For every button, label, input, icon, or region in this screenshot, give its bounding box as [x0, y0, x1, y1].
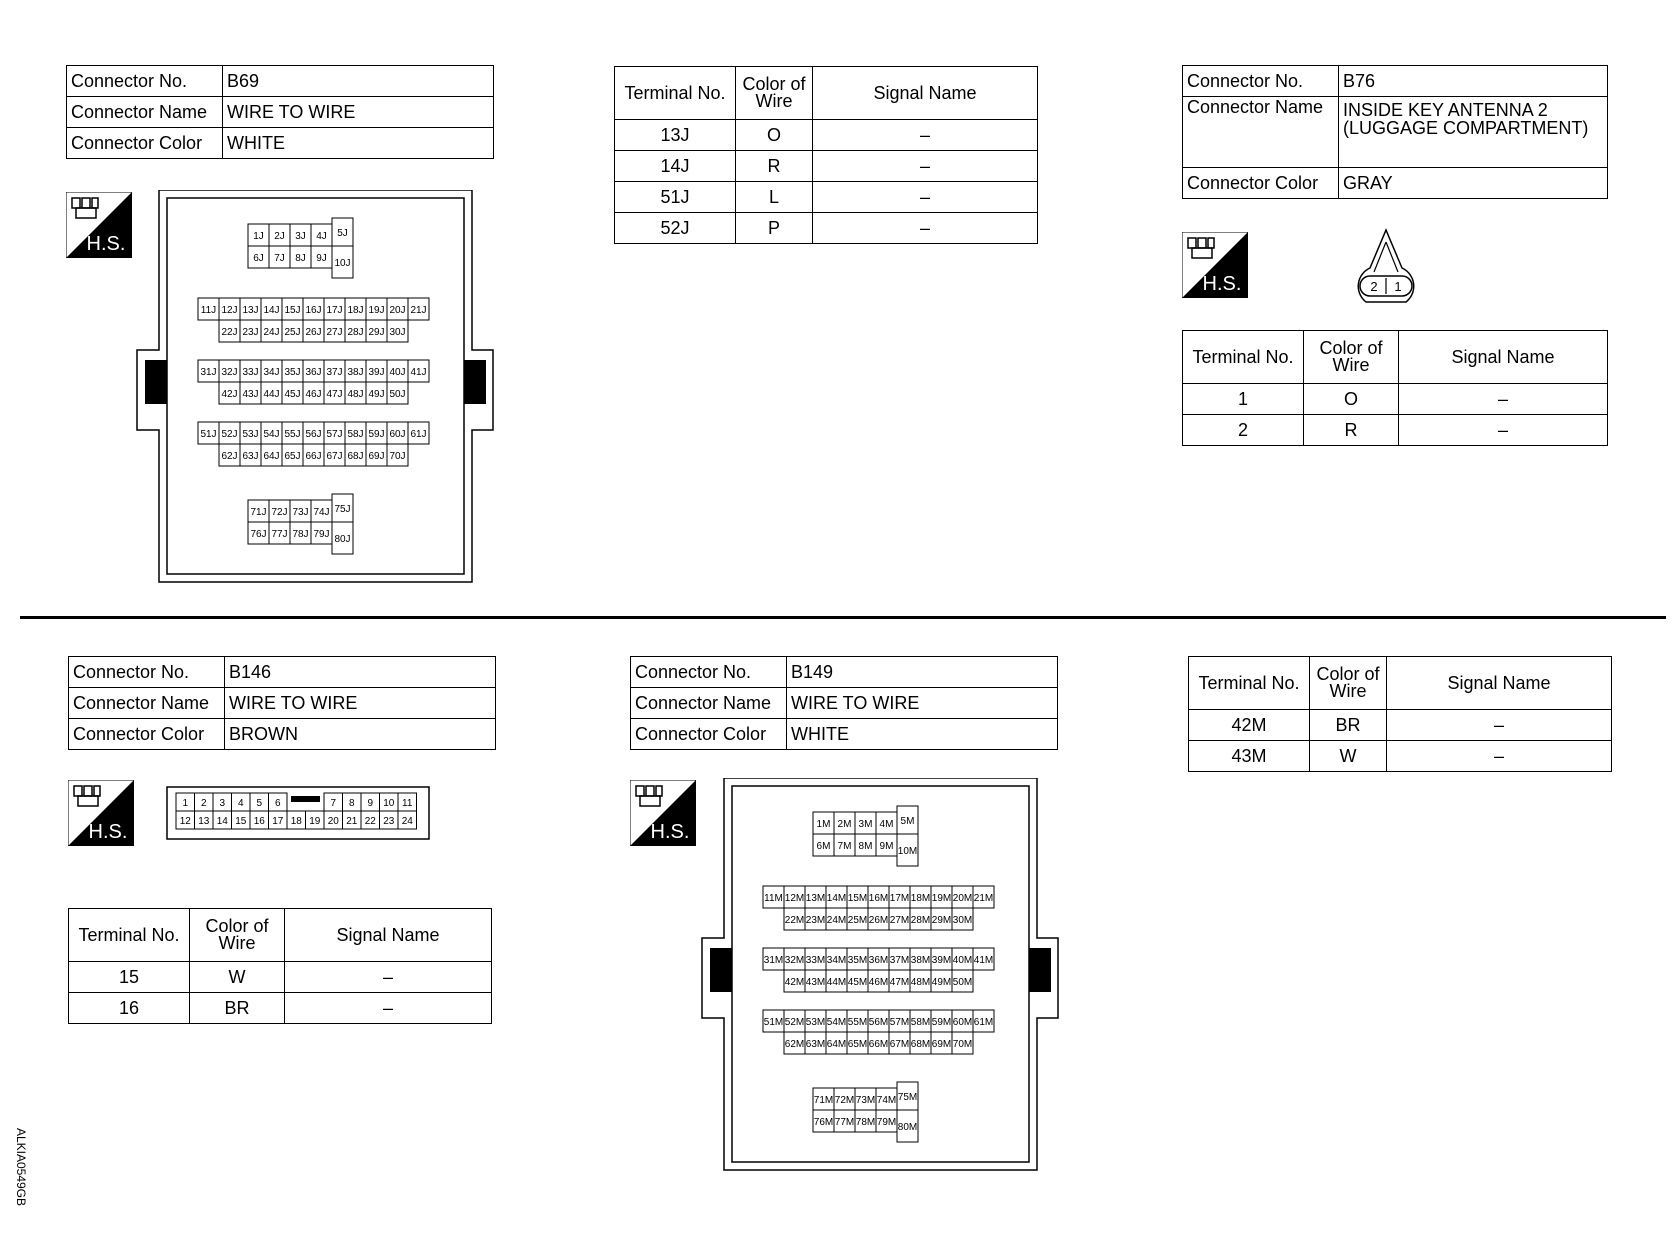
- pin-label: 45M: [847, 977, 868, 988]
- connector-name: WIRE TO WIRE: [223, 97, 494, 128]
- pin-label: 38M: [910, 955, 931, 966]
- pin-label: 9J: [316, 253, 327, 264]
- pin-label: 8M: [858, 841, 873, 852]
- terminal-no: 16: [69, 993, 190, 1024]
- pin-label: 27J: [326, 327, 343, 338]
- pin-label: 15J: [284, 305, 301, 316]
- pin-label: 74J: [313, 507, 330, 518]
- info-label: Connector Name: [67, 97, 223, 128]
- pin-label: 5M: [900, 816, 915, 827]
- pin-label: 70J: [389, 451, 406, 462]
- pin-label: 74M: [876, 1095, 897, 1106]
- pin-label: 37M: [889, 955, 910, 966]
- pin-label: 39M: [931, 955, 952, 966]
- header-signal-name: Signal Name: [285, 909, 492, 962]
- pin-label: 65J: [284, 451, 301, 462]
- table-row: [1183, 384, 1608, 415]
- b76-connector-face: [1344, 228, 1428, 306]
- pin-label: 43J: [242, 389, 259, 400]
- pin-label: 58J: [347, 429, 364, 440]
- pin-label: 64M: [826, 1039, 847, 1050]
- connector-name: WIRE TO WIRE: [787, 688, 1058, 719]
- pin-label: 47M: [889, 977, 910, 988]
- hs-label: H.S.: [1202, 273, 1242, 295]
- pin-label: 35M: [847, 955, 868, 966]
- latch-bar: [291, 796, 320, 802]
- pin-label: 6J: [253, 253, 264, 264]
- info-label: Connector Color: [67, 128, 223, 159]
- pin-label: 32J: [221, 367, 238, 378]
- terminal-no: 42M: [1189, 710, 1310, 741]
- pin-label: 48M: [910, 977, 931, 988]
- pin-label: 40J: [389, 367, 406, 378]
- pin-label: 42M: [784, 977, 805, 988]
- info-label: Connector No.: [67, 66, 223, 97]
- pin-label: 10: [383, 798, 395, 809]
- pin-label: 22M: [784, 915, 805, 926]
- pin-label: 4M: [879, 819, 894, 830]
- pin-label: 49M: [931, 977, 952, 988]
- b76-info-table: [1182, 65, 1608, 199]
- pin-label: 2J: [274, 231, 285, 242]
- pin-label: 61M: [973, 1017, 994, 1028]
- pin-label: 42J: [221, 389, 238, 400]
- pin-label: 16: [253, 816, 265, 827]
- b146-info-table: [68, 656, 496, 750]
- connector-no: B146: [225, 657, 496, 688]
- info-label: Connector Color: [1183, 168, 1339, 199]
- pin-label: 10J: [334, 258, 351, 269]
- pin-label: 75M: [897, 1092, 918, 1103]
- table-row: [1189, 741, 1612, 772]
- pin-label: 2: [1370, 279, 1378, 294]
- pin-label: 51M: [763, 1017, 784, 1028]
- pin-label: 5: [256, 798, 263, 809]
- pin-label: 35J: [284, 367, 301, 378]
- pin-label: 33J: [242, 367, 259, 378]
- table-row: [69, 993, 492, 1024]
- pin-label: 1M: [816, 819, 831, 830]
- info-label: Connector Color: [631, 719, 787, 750]
- wire-color: W: [1310, 741, 1387, 772]
- pin-label: 71J: [250, 507, 267, 518]
- pin-label: 44J: [263, 389, 280, 400]
- pin-label: 17M: [889, 893, 910, 904]
- pin-label: 14M: [826, 893, 847, 904]
- pin-label: 60J: [389, 429, 406, 440]
- pin-label: 4: [237, 798, 244, 809]
- pin-label: 13J: [242, 305, 259, 316]
- pin-label: 41J: [410, 367, 427, 378]
- hs-label: H.S.: [88, 821, 128, 843]
- pin-label: 69M: [931, 1039, 952, 1050]
- pin-label: 48J: [347, 389, 364, 400]
- pin-label: 7M: [837, 841, 852, 852]
- b149-connector-face: [700, 778, 1060, 1172]
- pin-label: 17: [272, 816, 284, 827]
- pin-label: 6M: [816, 841, 831, 852]
- pin-label: 15: [235, 816, 247, 827]
- pin-label: 19: [309, 816, 321, 827]
- connector-no: B149: [787, 657, 1058, 688]
- pin-label: 26M: [868, 915, 889, 926]
- pin-label: 57M: [889, 1017, 910, 1028]
- header-color-of-wire: Color of Wire: [1310, 657, 1387, 710]
- pin-label: 56J: [305, 429, 322, 440]
- pin-label: 32M: [784, 955, 805, 966]
- pin-label: 75J: [334, 504, 351, 515]
- pin-label: 18M: [910, 893, 931, 904]
- pin-label: 80M: [897, 1122, 918, 1133]
- pin-label: 12: [179, 816, 191, 827]
- wire-color: W: [190, 962, 285, 993]
- terminal-no: 43M: [1189, 741, 1310, 772]
- connector-color: WHITE: [223, 128, 494, 159]
- pin-label: 66M: [868, 1039, 889, 1050]
- pin-label: 50J: [389, 389, 406, 400]
- pin-label: 20M: [952, 893, 973, 904]
- table-row: [615, 213, 1038, 244]
- pin-label: 3M: [858, 819, 873, 830]
- pin-label: 62M: [784, 1039, 805, 1050]
- pin-label: 71M: [813, 1095, 834, 1106]
- terminal-no: 14J: [615, 151, 736, 182]
- wire-color: BR: [190, 993, 285, 1024]
- pin-label: 11J: [200, 305, 217, 316]
- pin-label: 31M: [763, 955, 784, 966]
- pin-label: 25J: [284, 327, 301, 338]
- pin-label: 41M: [973, 955, 994, 966]
- pin-label: 16J: [305, 305, 322, 316]
- pin-label: 19J: [368, 305, 385, 316]
- pin-label: 79M: [876, 1117, 897, 1128]
- pin-label: 5J: [337, 228, 348, 239]
- connector-name: WIRE TO WIRE: [225, 688, 496, 719]
- b69-info-table: [66, 65, 494, 159]
- pin-label: 3: [219, 798, 226, 809]
- pin-label: 17J: [326, 305, 343, 316]
- pin-label: 11M: [764, 893, 783, 904]
- table-row: [615, 151, 1038, 182]
- pin-label: 30J: [389, 327, 406, 338]
- pin-label: 24: [401, 816, 413, 827]
- pin-label: 7: [330, 798, 337, 809]
- pin-label: 59M: [931, 1017, 952, 1028]
- section-divider: [20, 616, 1666, 619]
- pin-label: 54M: [826, 1017, 847, 1028]
- wire-color: O: [736, 120, 813, 151]
- table-row: [1183, 415, 1608, 446]
- hs-icon: [630, 780, 696, 846]
- pin-label: 1: [1394, 279, 1402, 294]
- pin-label: 68J: [347, 451, 364, 462]
- pin-label: 59J: [368, 429, 385, 440]
- connector-name: INSIDE KEY ANTENNA 2 (LUGGAGE COMPARTMENT): [1339, 97, 1608, 168]
- connector-color: BROWN: [225, 719, 496, 750]
- pin-label: 22: [364, 816, 376, 827]
- pin-label: 63M: [805, 1039, 826, 1050]
- signal-name: –: [1399, 384, 1608, 415]
- pin-label: 9M: [879, 841, 894, 852]
- pin-label: 60M: [952, 1017, 973, 1028]
- pin-label: 20: [327, 816, 339, 827]
- hs-icon: [66, 192, 132, 258]
- pin-label: 30M: [952, 915, 973, 926]
- pin-label: 50M: [952, 977, 973, 988]
- pin-label: 2: [200, 798, 207, 809]
- signal-name: –: [813, 213, 1038, 244]
- pin-label: 79J: [313, 529, 330, 540]
- pin-label: 16M: [868, 893, 889, 904]
- pin-label: 24J: [263, 327, 280, 338]
- pin-label: 1: [182, 798, 189, 809]
- pin-label: 14: [216, 816, 228, 827]
- pin-label: 46M: [868, 977, 889, 988]
- pin-label: 65M: [847, 1039, 868, 1050]
- pin-label: 21: [346, 816, 358, 827]
- b149-terminal-table: [1188, 656, 1612, 772]
- pin-label: 67M: [889, 1039, 910, 1050]
- pin-label: 23J: [242, 327, 259, 338]
- pin-label: 34J: [263, 367, 280, 378]
- pin-label: 37J: [326, 367, 343, 378]
- header-terminal-no: Terminal No.: [69, 909, 190, 962]
- pin-label: 49J: [368, 389, 385, 400]
- wire-color: R: [736, 151, 813, 182]
- pin-label: 23M: [805, 915, 826, 926]
- pin-label: 28M: [910, 915, 931, 926]
- pin-label: 63J: [242, 451, 259, 462]
- pin-label: 77J: [271, 529, 288, 540]
- connector-no: B69: [223, 66, 494, 97]
- info-label: Connector No.: [69, 657, 225, 688]
- wire-color: R: [1304, 415, 1399, 446]
- b76-terminal-table: [1182, 330, 1608, 446]
- pin-label: 36M: [868, 955, 889, 966]
- signal-name: –: [285, 962, 492, 993]
- pin-label: 76J: [250, 529, 267, 540]
- signal-name: –: [813, 120, 1038, 151]
- table-row: [615, 182, 1038, 213]
- pin-label: 70M: [952, 1039, 973, 1050]
- b149-info-table: [630, 656, 1058, 750]
- pin-label: 78J: [292, 529, 309, 540]
- pin-label: 39J: [368, 367, 385, 378]
- info-label: Connector No.: [1183, 66, 1339, 97]
- header-color-of-wire: Color of Wire: [1304, 331, 1399, 384]
- pin-label: 7J: [274, 253, 285, 264]
- pin-label: 34M: [826, 955, 847, 966]
- terminal-no: 2: [1183, 415, 1304, 446]
- pin-label: 11: [402, 798, 413, 809]
- terminal-no: 13J: [615, 120, 736, 151]
- signal-name: –: [813, 182, 1038, 213]
- pin-label: 23: [383, 816, 395, 827]
- pin-label: 47J: [326, 389, 343, 400]
- pin-label: 13: [198, 816, 210, 827]
- hs-icon: [1182, 232, 1248, 298]
- pin-label: 56M: [868, 1017, 889, 1028]
- signal-name: –: [285, 993, 492, 1024]
- pin-label: 55M: [847, 1017, 868, 1028]
- pin-label: 55J: [284, 429, 301, 440]
- header-terminal-no: Terminal No.: [1183, 331, 1304, 384]
- terminal-no: 52J: [615, 213, 736, 244]
- pin-label: 20J: [389, 305, 406, 316]
- pin-label: 43M: [805, 977, 826, 988]
- table-row: [69, 962, 492, 993]
- pin-label: 8: [348, 798, 355, 809]
- pin-label: 12J: [221, 305, 238, 316]
- info-label: Connector Name: [631, 688, 787, 719]
- pin-label: 28J: [347, 327, 364, 338]
- wire-color: L: [736, 182, 813, 213]
- pin-label: 52M: [784, 1017, 805, 1028]
- pin-label: 31J: [200, 367, 217, 378]
- signal-name: –: [813, 151, 1038, 182]
- terminal-no: 15: [69, 962, 190, 993]
- header-signal-name: Signal Name: [1387, 657, 1612, 710]
- wire-color: BR: [1310, 710, 1387, 741]
- pin-label: 72M: [834, 1095, 855, 1106]
- signal-name: –: [1387, 710, 1612, 741]
- pin-label: 38J: [347, 367, 364, 378]
- figure-code: ALKIA0549GB: [14, 1127, 29, 1207]
- info-label: Connector Name: [1183, 97, 1339, 168]
- pin-label: 27M: [889, 915, 910, 926]
- pin-label: 40M: [952, 955, 973, 966]
- b146-connector-face: [166, 786, 430, 840]
- pin-label: 44M: [826, 977, 847, 988]
- connector-no: B76: [1339, 66, 1608, 97]
- pin-label: 29J: [368, 327, 385, 338]
- table-row: [1189, 710, 1612, 741]
- pin-label: 18J: [347, 305, 364, 316]
- pin-label: 46J: [305, 389, 322, 400]
- pin-label: 19M: [931, 893, 952, 904]
- table-row: [615, 120, 1038, 151]
- hs-label: H.S.: [650, 821, 690, 843]
- pin-label: 54J: [263, 429, 280, 440]
- pin-label: 12M: [784, 893, 805, 904]
- pin-label: 62J: [221, 451, 238, 462]
- pin-label: 1J: [253, 231, 264, 242]
- pin-label: 78M: [855, 1117, 876, 1128]
- pin-label: 8J: [295, 253, 306, 264]
- header-color-of-wire: Color of Wire: [736, 67, 813, 120]
- info-label: Connector Color: [69, 719, 225, 750]
- pin-label: 68M: [910, 1039, 931, 1050]
- b69-terminal-table: [614, 66, 1038, 244]
- b69-connector-face: [135, 190, 495, 584]
- pin-label: 33M: [805, 955, 826, 966]
- wire-color: O: [1304, 384, 1399, 415]
- pin-label: 73J: [292, 507, 309, 518]
- wire-color: P: [736, 213, 813, 244]
- signal-name: –: [1399, 415, 1608, 446]
- pin-label: 29M: [931, 915, 952, 926]
- pin-label: 80J: [334, 534, 351, 545]
- header-signal-name: Signal Name: [813, 67, 1038, 120]
- connector-color: WHITE: [787, 719, 1058, 750]
- pin-label: 25M: [847, 915, 868, 926]
- pin-label: 73M: [855, 1095, 876, 1106]
- header-color-of-wire: Color of Wire: [190, 909, 285, 962]
- pin-label: 64J: [263, 451, 280, 462]
- pin-label: 21M: [973, 893, 994, 904]
- pin-label: 36J: [305, 367, 322, 378]
- info-label: Connector No.: [631, 657, 787, 688]
- pin-label: 67J: [326, 451, 343, 462]
- pin-label: 76M: [813, 1117, 834, 1128]
- signal-name: –: [1387, 741, 1612, 772]
- header-terminal-no: Terminal No.: [615, 67, 736, 120]
- pin-label: 14J: [263, 305, 280, 316]
- hs-icon: [68, 780, 134, 846]
- header-terminal-no: Terminal No.: [1189, 657, 1310, 710]
- connector-color: GRAY: [1339, 168, 1608, 199]
- hs-label: H.S.: [86, 233, 126, 255]
- terminal-no: 1: [1183, 384, 1304, 415]
- b146-terminal-table: [68, 908, 492, 1024]
- pin-label: 53M: [805, 1017, 826, 1028]
- pin-label: 13M: [805, 893, 826, 904]
- pin-label: 26J: [305, 327, 322, 338]
- pin-label: 18: [290, 816, 302, 827]
- pin-label: 52J: [221, 429, 238, 440]
- pin-label: 45J: [284, 389, 301, 400]
- pin-label: 9: [367, 798, 374, 809]
- terminal-no: 51J: [615, 182, 736, 213]
- pin-label: 15M: [847, 893, 868, 904]
- pin-label: 72J: [271, 507, 288, 518]
- pin-label: 4J: [316, 231, 327, 242]
- pin-label: 6: [274, 798, 281, 809]
- pin-label: 53J: [242, 429, 259, 440]
- pin-label: 3J: [295, 231, 306, 242]
- pin-label: 69J: [368, 451, 385, 462]
- pin-label: 58M: [910, 1017, 931, 1028]
- pin-label: 2M: [837, 819, 852, 830]
- pin-label: 21J: [410, 305, 427, 316]
- pin-label: 24M: [826, 915, 847, 926]
- pin-label: 61J: [410, 429, 427, 440]
- pin-label: 22J: [221, 327, 238, 338]
- header-signal-name: Signal Name: [1399, 331, 1608, 384]
- pin-label: 51J: [200, 429, 217, 440]
- pin-label: 10M: [897, 846, 918, 857]
- pin-label: 66J: [305, 451, 322, 462]
- pin-label: 57J: [326, 429, 343, 440]
- pin-label: 77M: [834, 1117, 855, 1128]
- info-label: Connector Name: [69, 688, 225, 719]
